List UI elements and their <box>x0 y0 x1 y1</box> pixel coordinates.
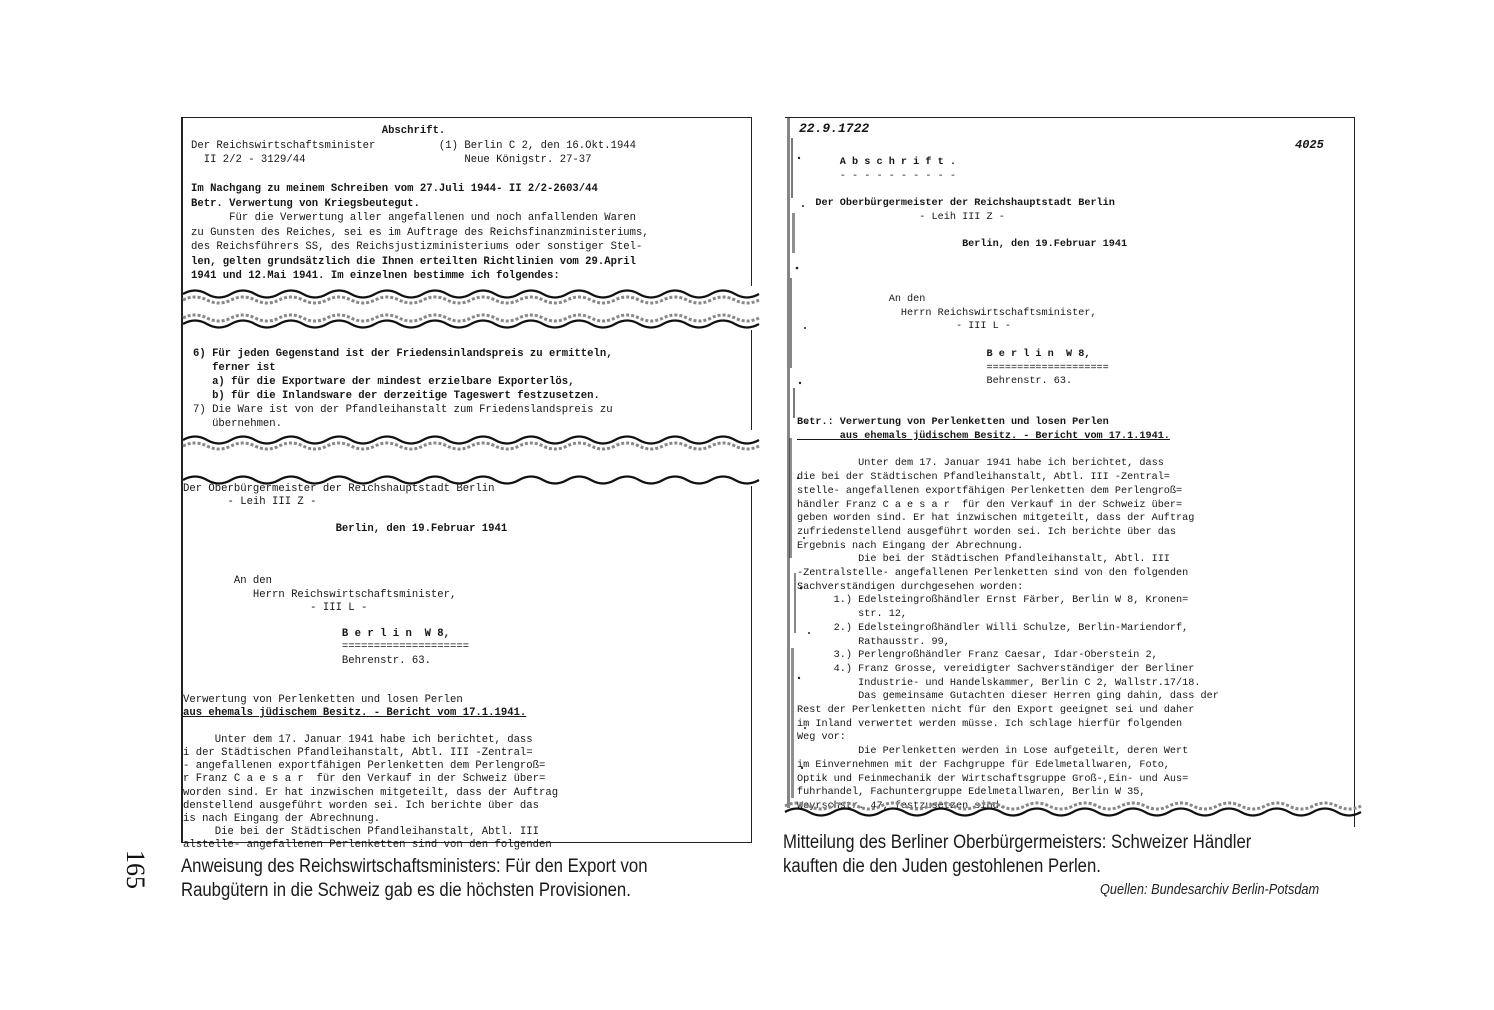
letter-oberbuergermeister-full <box>797 156 1357 812</box>
typed-line: zu Gunsten des Reiches, sei es im Auftrage des Reichsfinanzministeriums, <box>191 226 649 239</box>
typed-line: Industrie- und Handelskammer, Berlin C 2, Wallstr.17/18. <box>797 677 1201 689</box>
left-document-scan <box>181 117 752 852</box>
typed-line: übernehmen. <box>193 418 283 430</box>
left-caption-line1: Anweisung des Reichswirtschaftsministers: Für den Export von <box>181 856 648 877</box>
typed-line: a) für die Exportware der mindest erzielbare Exporterlös, <box>193 376 575 388</box>
letter-excerpt-oberbuergermeister <box>183 483 753 852</box>
page-number: 165 <box>121 850 150 889</box>
typed-line: Sachverständigen durchgesehen worden: <box>797 581 1024 593</box>
typed-line: Weg vor: <box>797 732 846 744</box>
typed-line: is nach Eingang der Abrechnung. <box>183 813 381 825</box>
typed-line: 4.) Franz Grosse, vereidigter Sachverständiger der Berliner <box>797 663 1195 675</box>
typed-line: Das gemeinsame Gutachten dieser Herren ging dahin, dass der <box>797 691 1219 703</box>
typed-line: des Reichsführers SS, des Reichsjustizministeriums oder sonstiger Stel- <box>191 241 643 253</box>
typed-line: 2.) Edelsteingroßhändler Willi Schulze, Berlin-Mariendorf, <box>797 622 1189 634</box>
letter-excerpt-instructions <box>193 347 753 437</box>
typed-line: im Einvernehmen mit der Fachgruppe für Edelmetallwaren, Foto, <box>797 759 1170 771</box>
typed-line: Verwertung von Perlenketten und losen Perlen <box>183 694 463 707</box>
typed-line: Die bei der Städtischen Pfandleihanstalt, Abtl. III <box>183 826 540 839</box>
typed-line: - III L - <box>183 601 368 614</box>
typed-line: - III L - <box>797 321 1011 333</box>
typed-line: Berlin, den 19.Februar 1941 <box>797 239 1128 251</box>
typed-line: ferner ist <box>193 362 276 374</box>
typed-line: zufriedenstellend ausgeführt worden sei. Ich berichte über das <box>797 526 1177 538</box>
typed-line: 6) Für jeden Gegenstand ist der Friedensinlandspreis zu ermitteln, <box>193 348 613 360</box>
typed-line: str. 12, <box>797 609 908 621</box>
typed-line: 1.) Edelsteingroßhändler Ernst Färber, Berlin W 8, Kronen= <box>797 595 1189 607</box>
typed-line: Abschrift. <box>191 125 446 137</box>
typed-line: denstellend ausgeführt worden sei. Ich berichte über das <box>183 799 540 812</box>
handwritten-corner-mark: 4025 <box>1295 138 1324 152</box>
typed-line: i der Städtischen Pfandleihanstalt, Abtl. III -Zentral= <box>183 747 533 759</box>
typed-line: aus ehemals jüdischem Besitz. - Bericht vom 17.1.1941. <box>797 431 1170 442</box>
typed-line: Berlin, den 19.Februar 1941 <box>183 522 508 535</box>
right-caption-line1: Mitteilung des Berliner Oberbürgermeisters: Schweizer Händler <box>783 832 1252 853</box>
typed-line: im Inland verwertet werden müsse. Ich schlage hierfür folgenden <box>797 718 1183 730</box>
typed-line: - Leih III Z - <box>183 496 317 509</box>
typed-line: Der Reichswirtschaftsminister (1) Berlin C 2, den 16.Okt.1944 <box>191 139 637 152</box>
torn-edge-divider <box>183 430 754 486</box>
typed-line: Die bei der Städtischen Pfandleihanstalt, Abtl. III <box>797 554 1170 566</box>
typed-line: B e r l i n W 8, <box>797 348 1091 360</box>
typed-line: - Leih III Z - <box>797 211 1005 223</box>
typed-line: Die Perlenketten werden in Lose aufgeteilt, deren Wert <box>797 746 1189 758</box>
typed-line: geben worden sind. Er hat inzwischen mitgeteilt, dass der Auftrag <box>797 513 1195 525</box>
typed-line: Ergebnis nach Eingang der Abrechnung. <box>797 540 1024 552</box>
typed-line: -Zentralstelle- angefallenen Perlenketten sind von den folgenden <box>797 568 1189 579</box>
typed-line: A b s c h r i f t . <box>797 157 956 168</box>
typed-line: Unter dem 17. Januar 1941 habe ich berichtet, dass <box>797 458 1164 470</box>
typed-line: stelle- angefallenen exportfähigen Perlenketten dem Perlengroß= <box>797 485 1183 497</box>
typed-line: alstelle- angefallenen Perlenketten sind von den folgenden <box>183 839 552 852</box>
torn-edge-divider <box>183 286 754 330</box>
typed-line: Betr. Verwertung von Kriegsbeutegut. <box>191 197 420 210</box>
typed-line: Herrn Reichswirtschaftsminister, <box>183 588 457 601</box>
typed-line: r Franz C a e s a r für den Verkauf in der Schweiz über= <box>183 773 546 786</box>
typed-line: 7) Die Ware ist von der Pfandleihanstalt zum Friedenslandspreis zu <box>193 404 613 416</box>
typed-line: worden sind. Er hat inzwischen mitgeteilt, dass der Auftrag <box>183 786 559 799</box>
typed-line: Betr.: Verwertung von Perlenketten und losen Perlen <box>797 417 1109 429</box>
typed-line: fuhrhandel, Fachuntergruppe Edelmetallwaren, Berlin W 35, <box>797 787 1146 799</box>
typed-line: An den <box>183 575 273 588</box>
torn-edge-bottom <box>785 798 1355 824</box>
typed-line: Unter dem 17. Januar 1941 habe ich berichtet, dass <box>183 733 533 746</box>
letter-excerpt-reichswirtschaftsminister <box>191 124 751 294</box>
typed-line: Behrenstr. 63. <box>797 376 1073 388</box>
typed-line: die bei der Städtischen Pfandleihanstalt, Abtl. III -Zentral= <box>797 472 1170 484</box>
typed-line: An den <box>797 294 926 305</box>
typed-line: b) für die Inlandsware der derzeitige Tageswert festzusetzen. <box>193 390 600 402</box>
typed-line: Der Oberbürgermeister der Reichshauptstadt Berlin <box>797 198 1115 210</box>
typed-line: II 2/2 - 3129/44 Neue Königstr. 27-37 <box>191 154 592 166</box>
typed-line: Der Oberbürgermeister der Reichshauptstadt Berlin <box>183 483 495 495</box>
typed-line: Optik und Feinmechanik der Wirtschaftsgruppe Groß-,Ein- und Aus= <box>797 773 1189 785</box>
typed-line: aus ehemals jüdischem Besitz. - Bericht vom 17.1.1941. <box>183 707 527 720</box>
typed-line: ==================== <box>183 641 470 654</box>
typed-line: ==================== <box>797 362 1109 374</box>
right-document-scan <box>785 117 1355 827</box>
right-caption-line2: kauften die den Juden gestohlenen Perlen. <box>783 856 1101 877</box>
typed-line: - angefallenen exportfähigen Perlenketten dem Perlengroß= <box>183 760 546 773</box>
typed-line: Behrenstr. 63. <box>183 654 431 667</box>
typed-line: Rathausstr. 99, <box>797 636 950 648</box>
typed-line: Herrn Reichswirtschaftsminister, <box>797 307 1097 319</box>
handwritten-reference: 22.9.1722 <box>799 121 870 136</box>
typed-line: 3.) Perlengroßhändler Franz Caesar, Idar-Oberstein 2, <box>797 650 1158 662</box>
typed-line: len, gelten grundsätzlich die Ihnen erteilten Richtlinien vom 29.April <box>191 255 637 268</box>
typed-line: - - - - - - - - - - <box>797 170 956 182</box>
typed-line: Rest der Perlenketten nicht für den Export geeignet sei und daher <box>797 705 1195 716</box>
typed-line: Woyrschstr. 47, festzusetzen sind. <box>797 800 1005 812</box>
typed-line: 1941 und 12.Mai 1941. Im einzelnen bestimme ich folgendes: <box>191 270 560 282</box>
typed-line: B e r l i n W 8, <box>183 628 451 641</box>
typed-line: Im Nachgang zu meinem Schreiben vom 27.Juli 1944- II 2/2-2603/44 <box>191 183 598 195</box>
left-caption-line2: Raubgütern in die Schweiz gab es die höchsten Provisionen. <box>181 880 631 901</box>
typed-line: Für die Verwertung aller angefallenen und noch anfallenden Waren <box>191 212 637 224</box>
source-credit: Quellen: Bundesarchiv Berlin-Potsdam <box>1100 882 1320 898</box>
typed-line: händler Franz C a e s a r für den Verkauf in der Schweiz über= <box>797 499 1183 511</box>
